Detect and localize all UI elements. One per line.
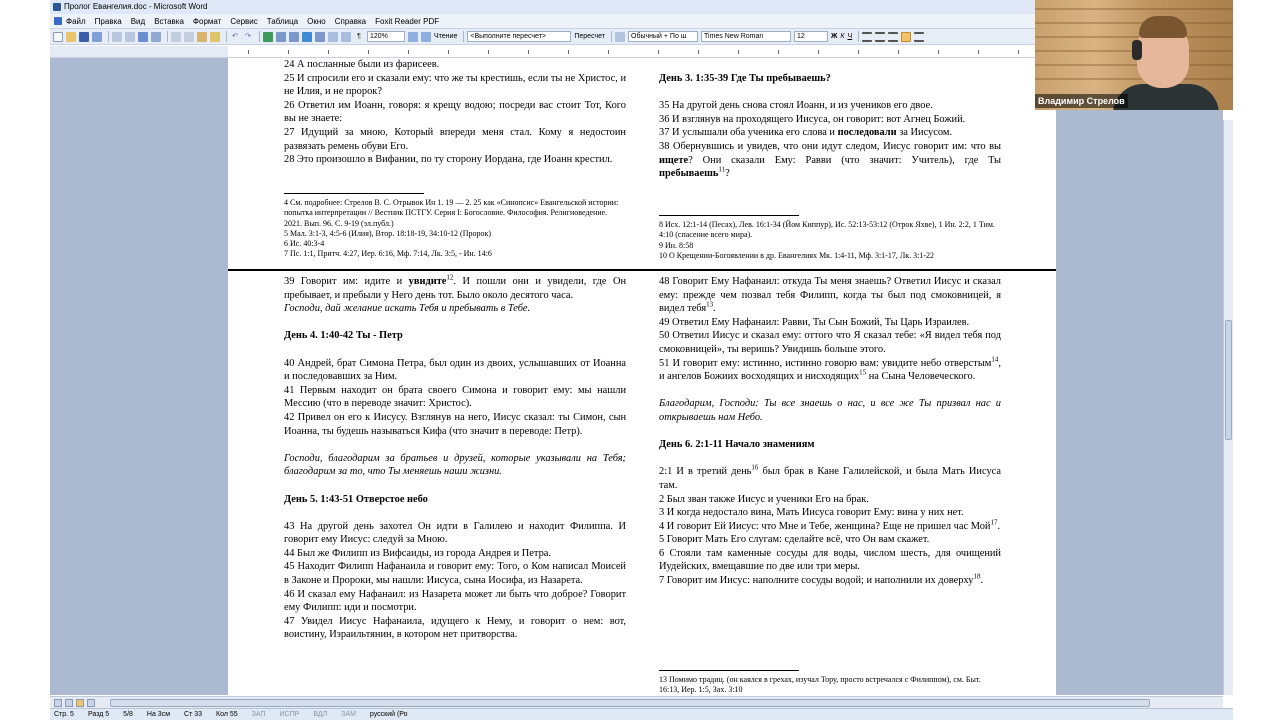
format-painter-icon[interactable] <box>210 32 220 42</box>
prayer-3: Благодарим, Господи: Ты все знаешь о нас, и все же Ты призвал нас и открываешь нам Небо. <box>659 398 1001 423</box>
status-page: Стр. 5 <box>54 711 74 718</box>
verse-text: 38 Обернувшись и увидев, что они идут следом, Иисус говорит им: что вы <box>659 140 1001 152</box>
line-spacing-icon[interactable] <box>914 32 924 42</box>
verse-2-5: 5 Говорит Мать Его слугам: сделайте всё, что Он вам скажет. <box>659 534 930 546</box>
horizontal-scroll-thumb[interactable] <box>110 699 1150 707</box>
tables-borders-icon[interactable] <box>276 32 286 42</box>
footnote-5: 5 Мал. 3:1-3, 4:5-6 (Илия), Втор. 18:18-19, 34:10-12 (Пророк) <box>284 228 492 238</box>
justify-icon[interactable] <box>901 32 911 42</box>
verse-text: , и ангелов Божиих восходящих и нисходящих <box>659 357 1001 383</box>
footnote-separator <box>659 670 799 671</box>
verse-1-36: 36 И взглянув на проходящего Иисуса, он говорит: вот Агнец Божий. <box>659 113 966 125</box>
ruler-tick <box>248 50 249 54</box>
document-icon[interactable] <box>54 17 62 25</box>
read-button[interactable]: Чтение <box>434 33 458 40</box>
verse-1-43: 43 На другой день захотел Он идти в Галилею и находит Филиппа. И говорит ему Иисус: следуй за Мною. <box>284 520 626 546</box>
verse-1-40: 40 Андрей, брат Симона Петра, был один из двоих, услышавших от Иоанна и последовавших за Ним. <box>284 357 626 383</box>
blank-line <box>659 86 1001 100</box>
toolbar-separator <box>611 31 612 42</box>
status-ovr[interactable]: ЗАМ <box>341 711 356 718</box>
blank-line <box>284 343 626 357</box>
toolbar-separator <box>463 31 464 42</box>
word-app-icon <box>53 3 61 11</box>
ruler-tick <box>1018 50 1019 54</box>
status-bar <box>50 708 1233 720</box>
verse-text: 7 Говорит им Иисус: наполните сосуды водой; и наполнили их доверху <box>659 575 974 587</box>
verse-bold: последовали <box>837 127 897 139</box>
spelling-icon[interactable] <box>138 32 148 42</box>
footnote-ref[interactable]: 12 <box>446 273 454 282</box>
status-section: Разд 5 <box>87 711 110 718</box>
verse-text: 2:1 И в третий день <box>659 466 752 478</box>
toolbar-separator <box>226 31 227 42</box>
new-document-icon[interactable] <box>53 32 63 42</box>
verse-bold: пребываешь <box>659 168 719 180</box>
outline-view-icon[interactable] <box>87 699 95 707</box>
verse-text: 51 И говорит ему: истинно, истинно говорю вам: увидите небо отверстым <box>659 357 992 369</box>
ruler-tick <box>818 50 819 54</box>
page-break <box>228 269 1056 271</box>
footnote-9: 9 Ин. 8:58 <box>659 240 694 250</box>
toolbar-separator <box>167 31 168 42</box>
menu-window[interactable]: Окно <box>307 16 326 26</box>
ruler-tick <box>898 50 899 54</box>
verse-text: 48 Говорит Ему Нафанаил: откуда Ты меня знаешь? Ответил Иисус и сказал ему: прежде чем позвал тебя Филипп, когда ты был под смоковницей, я видел тебя <box>659 276 1001 315</box>
verse-2-4 <box>659 520 1001 534</box>
footnote-7: 7 Пс. 1:1, Притч. 4:27, Иер. 6:16, Мф. 7:14, Лк. 3:5, - Ин. 14:6 <box>284 249 492 259</box>
footnote-ref[interactable]: 11 <box>718 165 726 174</box>
recalc-combo[interactable]: <Выполните пересчет> <box>467 31 571 42</box>
workspace-right <box>1056 58 1223 695</box>
verse-2-6: 6 Стояли там каменные сосуды для воды, числом шесть, для очищений Иудейских, вмещавшие по две или три меры. <box>659 547 1001 573</box>
menu-insert[interactable]: Вставка <box>154 16 184 26</box>
footnote-6: 6 Ис. 40:3-4 <box>284 239 325 249</box>
headset-icon <box>1132 40 1142 60</box>
footnote-separator <box>659 215 799 216</box>
recalc-button[interactable]: Пересчет <box>574 33 606 40</box>
redo-icon[interactable]: ↷ <box>245 32 251 40</box>
verse-1-47: 47 Увидел Иисус Нафанаила, идущего к Нему, и говорит о нем: вот, воистину, Израильтянин, в котором нет притворства. <box>284 615 626 641</box>
ruler-tick <box>328 50 329 54</box>
help-icon[interactable] <box>408 32 418 42</box>
undo-icon[interactable]: ↶ <box>232 32 238 40</box>
footnote-ref[interactable]: 15 <box>859 368 867 377</box>
research-icon[interactable] <box>151 32 161 42</box>
styles-icon[interactable] <box>615 32 625 42</box>
horizontal-scrollbar[interactable] <box>50 696 1223 708</box>
verse-2-3: 3 И когда недостало вина, Мать Иисуса говорит Ему: вина у них нет. <box>659 507 964 519</box>
blank-line <box>284 506 626 520</box>
presenter-hair <box>1139 16 1187 38</box>
verse-1-48 <box>659 275 1001 316</box>
cut-icon[interactable] <box>171 32 181 42</box>
verse-text: ? Они сказали Ему: Равви (что значит: Учитель), где Ты <box>688 154 1001 166</box>
print-preview-icon[interactable] <box>125 32 135 42</box>
ruler-tick <box>448 50 449 54</box>
status-line: Ст 33 <box>184 711 203 718</box>
blank-line <box>284 438 626 452</box>
verse-text: . И пошли они и увидели, где Он пребывает, и пребыли у Него день тот. Было около десятого часа. <box>284 276 627 301</box>
menu-bar <box>50 14 1035 29</box>
verse-1-35: 35 На другой день снова стоял Иоанн, и из учеников его двое. <box>659 100 933 112</box>
column-bottom-left <box>284 275 626 642</box>
save-icon[interactable] <box>79 32 89 42</box>
footnote-ref[interactable]: 13 <box>706 300 714 309</box>
footnote-8: 8 Исх. 12:1-14 (Песах), Лев. 16:1-34 (Йом Киппур), Ис. 52:13-53:12 (Отрок Яхве), 1 Ин. 2:2, 1 Тим. 4:10 (спасение всего мира). <box>659 220 995 240</box>
open-folder-icon[interactable] <box>66 32 76 42</box>
workspace-left <box>50 58 228 695</box>
presenter-name: Владимир Стрелов <box>1035 94 1128 108</box>
verse-1-26: 26 Ответил им Иоанн, говоря: я крещу водою; посреди вас стоит Тот, Кого вы не знаете: <box>284 99 626 125</box>
insert-table-icon[interactable] <box>289 32 299 42</box>
verse-text: . <box>713 303 716 315</box>
column-top-left <box>284 58 626 167</box>
ruler-tick <box>568 50 569 54</box>
footnote-13: 13 Помимо традиц. (он каялся в грехах, изучал Тору, просто встречался с Филиппом), см. Быт. 16:13, Иер. 1:5, Зах. 3:10 <box>659 675 981 695</box>
blind-slat <box>1035 78 1233 80</box>
ruler-tick <box>978 50 979 54</box>
ruler-tick <box>658 50 659 54</box>
verse-1-27: 27 Идущий за мною, Который впереди меня стал. Кому я недостоин развязать ремень обуви Его. <box>284 126 626 152</box>
status-column: Кол 55 <box>216 711 238 718</box>
verse-text: . <box>980 575 984 587</box>
blank-line <box>659 425 1001 439</box>
verse-2-2: 2 Был зван также Иисус и ученики Его на брак. <box>659 493 869 505</box>
vertical-scroll-thumb[interactable] <box>1225 320 1232 440</box>
footnotes-top-right <box>659 220 1001 261</box>
menu-table[interactable]: Таблица <box>266 16 299 26</box>
verse-text: ? <box>725 168 730 180</box>
zoom-select[interactable]: 120% <box>367 31 405 42</box>
footnote-ref[interactable]: 16 <box>751 463 759 472</box>
footnote-ref[interactable]: 18 <box>973 572 981 581</box>
verse-1-45: 45 Находит Филипп Нафанаила и говорит ему: Того, о Ком написал Моисей в Законе и Пророки, мы нашли: Иисуса, сына Иосифа, из Назарета. <box>284 561 626 587</box>
column-bottom-right <box>659 275 1001 588</box>
drawing-icon[interactable] <box>328 32 338 42</box>
ruler-tick <box>778 50 779 54</box>
footnote-separator <box>284 193 424 194</box>
ruler-tick <box>528 50 529 54</box>
align-right-icon[interactable] <box>888 32 898 42</box>
copy-icon[interactable] <box>184 32 194 42</box>
document-map-icon[interactable] <box>341 32 351 42</box>
desktop-right <box>1233 0 1280 720</box>
ruler-tick <box>288 50 289 54</box>
footnote-4: 4 См. подробнее: Стрелов В. С. Отрывок Ин 1. 19 — 2. 25 как «Синопсис» Евангельской истории: попытка интерпретации // Вестник ПСТГУ. Серия I: Богословие. Философия. Религиоведение. 2021. Вып. 96. С. 9-19 (эл.публ.) <box>284 198 619 228</box>
verse-text: за Иисусом. <box>896 127 953 139</box>
toolbar <box>50 29 1035 45</box>
verse-1-38 <box>659 140 1001 181</box>
footnotes-bottom-right <box>659 675 1001 695</box>
heading-day-3: День 3. 1:35-39 Где Ты пребываешь? <box>659 73 831 84</box>
verse-text: 37 И услышали оба ученика его слова и <box>659 127 838 139</box>
verse-bold: увидите <box>408 276 447 287</box>
verse-1-50: 50 Ответил Иисус и сказал ему: оттого что Я сказал тебе: «Я видел тебя под смоковницей», ты веришь? Увидишь больше этого. <box>659 330 1001 355</box>
ruler-tick <box>938 50 939 54</box>
horizontal-ruler[interactable] <box>228 46 1056 58</box>
blank-line <box>284 316 626 330</box>
footnotes-top-left <box>284 198 626 260</box>
verse-text: 39 Говорит им: идите и <box>284 276 409 287</box>
status-language[interactable]: русский (Ро <box>369 711 408 718</box>
verse-1-24: 24 А посланные были из фарисеев. <box>284 59 440 70</box>
align-center-icon[interactable] <box>875 32 885 42</box>
blind-slat <box>1035 22 1233 24</box>
verse-1-49: 49 Ответил Ему Нафанаил: Равви, Ты Сын Божий, Ты Царь Израилев. <box>659 316 970 328</box>
style-select[interactable]: Обычный + По ш <box>628 31 698 42</box>
prayer-2: Господи, благодарим за братьев и друзей, которые указывали на Тебя; благодарим за то, что Ты меняешь наши жизни. <box>284 452 626 478</box>
verse-2-1 <box>659 465 1001 492</box>
menu-foxit[interactable]: Foxit Reader PDF <box>375 16 440 26</box>
verse-text: был брак в Кане Галилейской, и была Мать Иисуса там. <box>659 466 1001 491</box>
webcam-overlay <box>1035 0 1233 110</box>
ruler-tick <box>608 50 609 54</box>
footnote-ref[interactable]: 17 <box>990 518 998 527</box>
status-rec[interactable]: ЗАП <box>251 711 266 718</box>
columns-icon[interactable] <box>315 32 325 42</box>
blank-line <box>284 479 626 493</box>
verse-1-37 <box>659 126 1001 140</box>
verse-1-41: 41 Первым находит он брата своего Симона и говорит ему: мы нашли Мессию (что в переводе значит: Христос). <box>284 384 626 410</box>
paste-icon[interactable] <box>197 32 207 42</box>
verse-1-28: 28 Это произошло в Вифании, по ту сторону Иордана, где Иоанн крестил. <box>284 154 613 166</box>
blind-slat <box>1035 36 1233 38</box>
ruler-tick <box>698 50 699 54</box>
desktop-left <box>0 0 50 720</box>
status-ext[interactable]: ВДЛ <box>313 711 328 718</box>
blank-line <box>659 452 1001 466</box>
vertical-scrollbar[interactable] <box>1223 120 1233 695</box>
status-at: На 3см <box>146 711 171 718</box>
font-size-select[interactable]: 12 <box>794 31 828 42</box>
align-left-icon[interactable] <box>862 32 872 42</box>
menu-view[interactable]: Вид <box>130 16 146 26</box>
window-title: Пролог Евангелия.doc - Microsoft Word <box>64 2 208 11</box>
heading-day-5: День 5. 1:43-51 Отверстое небо <box>284 493 428 505</box>
verse-2-7 <box>659 574 1001 588</box>
print-layout-icon[interactable] <box>76 699 84 707</box>
toolbar-separator <box>858 31 859 42</box>
prayer-1: Господи, дай желание искать Тебя и пребывать в Тебе. <box>284 303 531 315</box>
document-page[interactable] <box>228 58 1056 695</box>
blank-line <box>659 384 1001 398</box>
verse-1-25: 25 И спросили его и сказали ему: что же ты крестишь, если ты не Христос, и не Илия, и не пророк? <box>284 72 626 98</box>
ruler-tick <box>488 50 489 54</box>
heading-day-4: День 4. 1:40-42 Ты - Петр <box>284 330 403 342</box>
font-select[interactable]: Times New Roman <box>701 31 791 42</box>
title-bar <box>50 0 1035 14</box>
toolbar-separator <box>108 31 109 42</box>
menu-help[interactable]: Справка <box>334 16 367 26</box>
insert-excel-icon[interactable] <box>302 32 312 42</box>
verse-1-42: 42 Привел он его к Иисусу. Взглянув на него, Иисус сказал: ты Симон, сын Иоанна, ты будешь называться Кифа (что значит в переводе: Петр). <box>284 411 626 437</box>
heading-day-6: День 6. 2:1-11 Начало знамениям <box>659 439 815 451</box>
bold-button[interactable]: Ж <box>831 33 838 40</box>
verse-text: на Сына Человеческого. <box>866 371 976 383</box>
hyperlink-icon[interactable] <box>263 32 273 42</box>
menu-format[interactable]: Формат <box>192 16 222 26</box>
italic-button[interactable]: К <box>840 33 845 40</box>
column-top-right <box>659 72 1001 181</box>
verse-text: 4 И говорит Ей Иисус: что Мне и Тебе, женщина? Еще не пришел час Мой <box>659 520 991 532</box>
ruler-tick <box>738 50 739 54</box>
footnote-10: 10 О Крещении-Богоявлении в др. Евангелиях Мк. 1:4-11, Мф. 3:1-17, Лк. 3:1-22 <box>659 250 935 260</box>
ruler-margin-left <box>50 46 228 58</box>
verse-1-39 <box>284 275 626 302</box>
blind-slat <box>1035 64 1233 66</box>
web-view-icon[interactable] <box>65 699 73 707</box>
menu-tools[interactable]: Сервис <box>230 16 258 26</box>
ruler-tick <box>408 50 409 54</box>
normal-view-icon[interactable] <box>54 699 62 707</box>
blind-slat <box>1035 8 1233 10</box>
permission-icon[interactable] <box>92 32 102 42</box>
footnote-ref[interactable]: 14 <box>991 355 999 364</box>
ruler-tick <box>858 50 859 54</box>
verse-text: . <box>997 520 1001 532</box>
underline-button[interactable]: Ч <box>847 33 853 40</box>
verse-bold: ищете <box>659 154 689 166</box>
show-formatting-icon[interactable]: ¶ <box>357 32 361 40</box>
ruler-tick <box>368 50 369 54</box>
verse-1-51 <box>659 357 1001 384</box>
toolbar-separator <box>259 31 260 42</box>
verse-1-46: 46 И сказал ему Нафанаил: из Назарета может ли быть что доброе? Говорит ему Филипп: иди и посмотри. <box>284 588 626 614</box>
print-icon[interactable] <box>112 32 122 42</box>
menu-file[interactable]: Файл <box>66 16 86 26</box>
status-trk[interactable]: ИСПР <box>279 711 300 718</box>
read-icon[interactable] <box>421 32 431 42</box>
verse-1-44: 44 Был же Филипп из Вифсаиды, из города Андрея и Петра. <box>284 547 551 559</box>
menu-edit[interactable]: Правка <box>94 16 122 26</box>
status-pages: 5/8 <box>123 711 133 718</box>
